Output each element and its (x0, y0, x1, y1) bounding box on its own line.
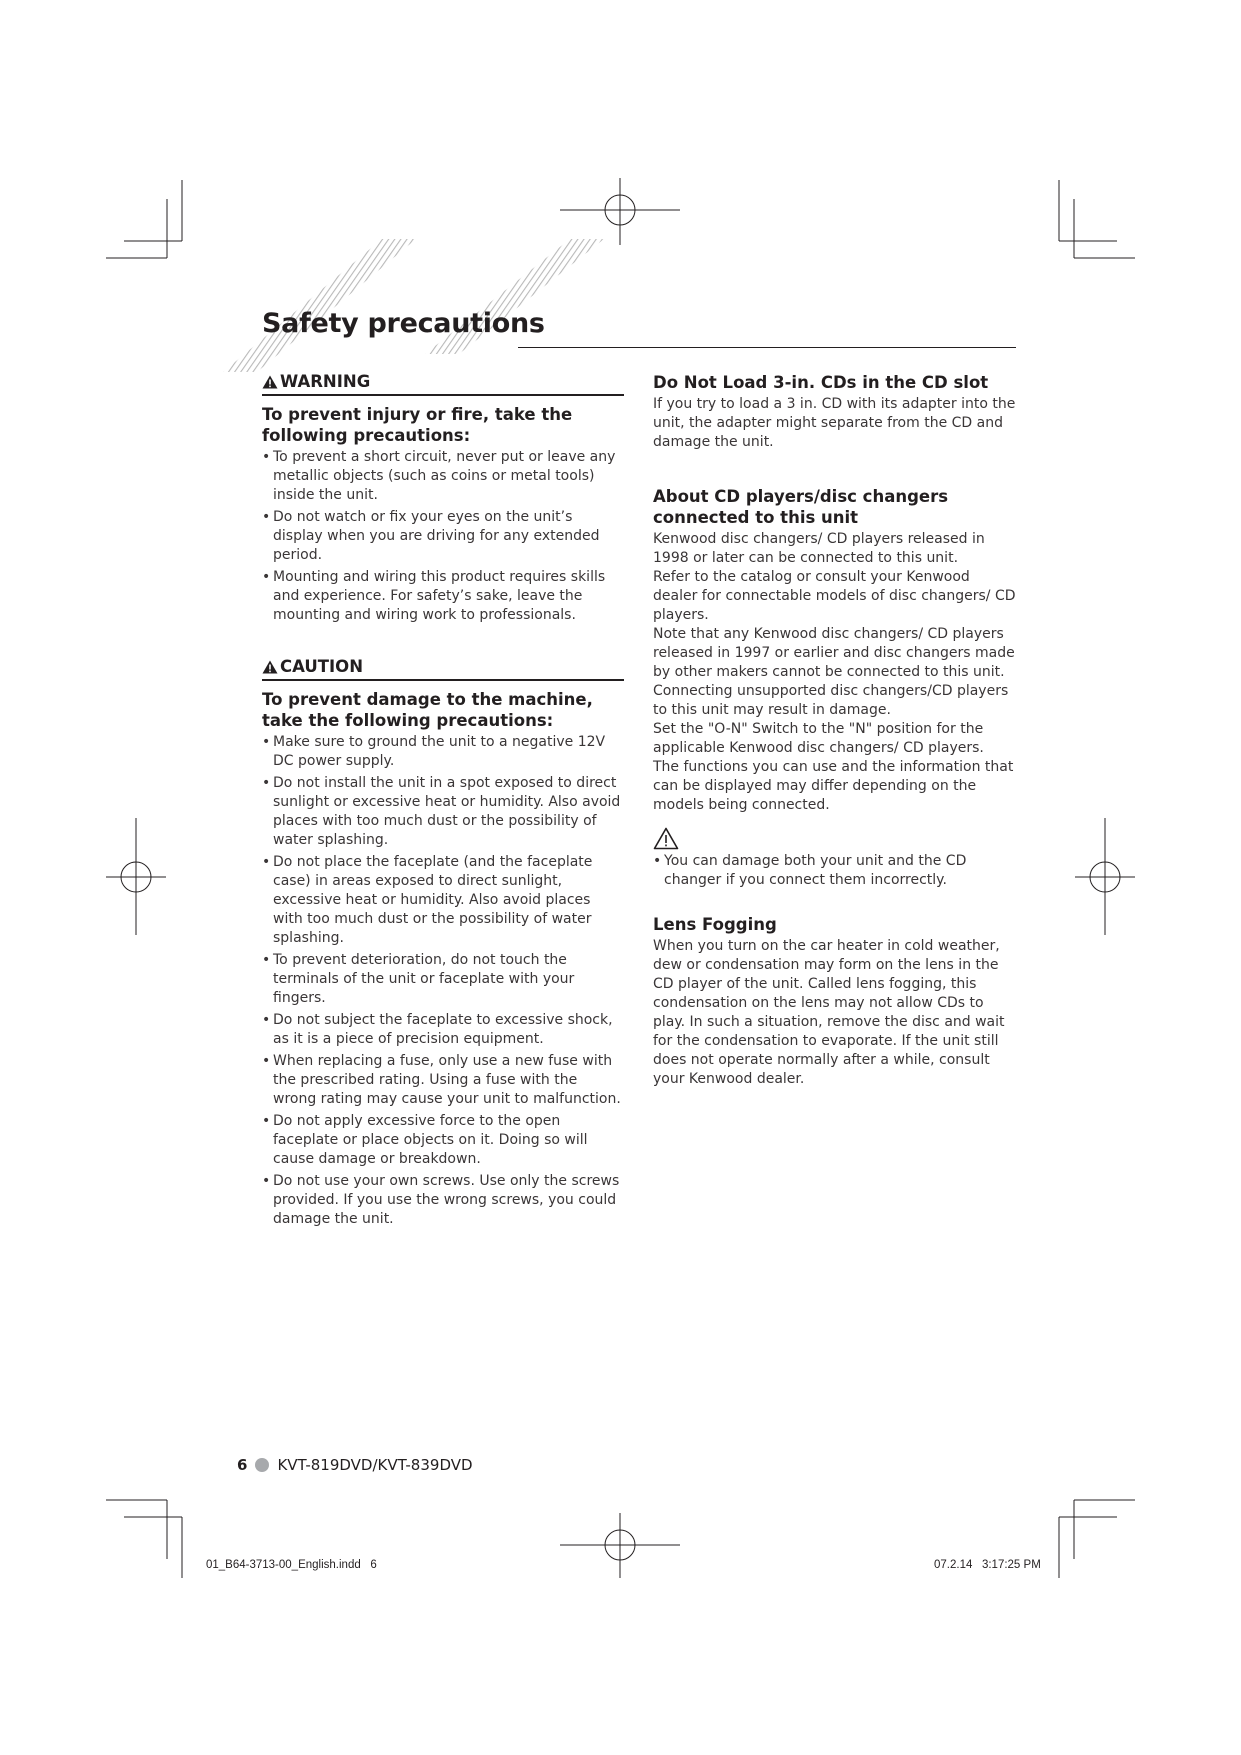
changer-paragraph: Set the "O-N" Switch to the "N" position for the applicable Kenwood disc changers/ CD players. (653, 721, 984, 756)
page-number: 6 (237, 1456, 248, 1474)
cd-slot-text: If you try to load a 3 in. CD with its adapter into the unit, the adapter might separate from the CD and damage the unit. (653, 396, 1016, 450)
list-item: • Do not watch or fix your eyes on the unit’s display when you are driving for any extended period. (262, 508, 624, 565)
list-item: • To prevent a short circuit, never put or leave any metallic objects (such as coins or metal tools) inside the unit. (262, 448, 624, 505)
changer-text (653, 530, 1018, 815)
page-title: Safety precautions (262, 308, 545, 339)
list-item: • Do not install the unit in a spot exposed to direct sunlight or excessive heat or humidity. Also avoid places with too much dust or the possibility of water splashing. (262, 774, 624, 850)
page-footer (237, 1456, 473, 1474)
list-item: • To prevent deterioration, do not touch the terminals of the unit or faceplate with your fingers. (262, 951, 624, 1008)
warning-heading: To prevent injury or fire, take the following precautions: (262, 405, 573, 445)
caution-header (262, 657, 624, 681)
warning-triangle-icon (262, 375, 278, 389)
cd-slot-heading: Do Not Load 3-in. CDs in the CD slot (653, 373, 989, 392)
list-item: • Make sure to ground the unit to a negative 12V DC power supply. (262, 733, 624, 771)
warning-label: WARNING (280, 372, 371, 391)
slug-filename: 01_B64-3713-00_English.indd 6 (206, 1559, 377, 1571)
list-item: • When replacing a fuse, only use a new fuse with the prescribed rating. Using a fuse with the wrong rating may cause your unit to malfunction. (262, 1052, 624, 1109)
note-list (653, 852, 1018, 890)
title-rule (518, 347, 1016, 348)
changer-paragraph: The functions you can use and the information that can be displayed may differ depending on the models being connected. (653, 759, 1014, 813)
list-item: • Do not use your own screws. Use only the screws provided. If you use the wrong screws, you could damage the unit. (262, 1172, 624, 1229)
changer-paragraph: Connecting unsupported disc changers/CD players to this unit may result in damage. (653, 683, 1009, 718)
list-item: • Mounting and wiring this product requires skills and experience. For safety’s sake, leave the mounting and wiring work to professionals. (262, 568, 624, 625)
list-item: • Do not place the faceplate (and the faceplate case) in areas exposed to direct sunlight, excessive heat or humidity. Also avoid places with too much dust or the possibility of water splashing. (262, 853, 624, 948)
caution-label: CAUTION (280, 657, 363, 676)
caution-triangle-icon (262, 660, 278, 674)
list-item: • Do not subject the faceplate to excessive shock, as it is a piece of precision equipment. (262, 1011, 624, 1049)
changer-paragraph: Refer to the catalog or consult your Kenwood dealer for connectable models of disc changers/ CD players. (653, 569, 1016, 623)
warning-list (262, 448, 624, 625)
model-name: KVT-819DVD/KVT-839DVD (277, 1456, 473, 1474)
caution-list (262, 733, 624, 1229)
list-item: • You can damage both your unit and the CD changer if you connect them incorrectly. (653, 852, 1018, 890)
list-item: • Do not apply excessive force to the open faceplate or place objects on it. Doing so will cause damage or breakdown. (262, 1112, 624, 1169)
caution-heading: To prevent damage to the machine, take the following precautions: (262, 690, 593, 730)
lens-fogging-heading: Lens Fogging (653, 915, 777, 934)
caution-outline-icon (653, 827, 679, 850)
page-dot-icon (255, 1458, 269, 1472)
lens-fogging-text: When you turn on the car heater in cold weather, dew or condensation may form on the lens in the CD player of the unit. Called lens fogging, this condensation on the lens may not allow CDs to play. In such a situation, remove the disc and wait for the condensation to evaporate. If the unit still does not operate normally after a while, consult your Kenwood dealer. (653, 938, 1005, 1087)
changer-heading: About CD players/disc changers connected to this unit (653, 487, 949, 527)
left-column (262, 372, 624, 1232)
right-column (653, 372, 1018, 1089)
slug-timestamp: 07.2.14 3:17:25 PM (934, 1559, 1041, 1571)
changer-paragraph: Kenwood disc changers/ CD players released in 1998 or later can be connected to this unit. (653, 531, 985, 566)
changer-paragraph: Note that any Kenwood disc changers/ CD players released in 1997 or earlier and disc changers made by other makers cannot be connected to this unit. (653, 626, 1015, 680)
warning-header (262, 372, 624, 396)
